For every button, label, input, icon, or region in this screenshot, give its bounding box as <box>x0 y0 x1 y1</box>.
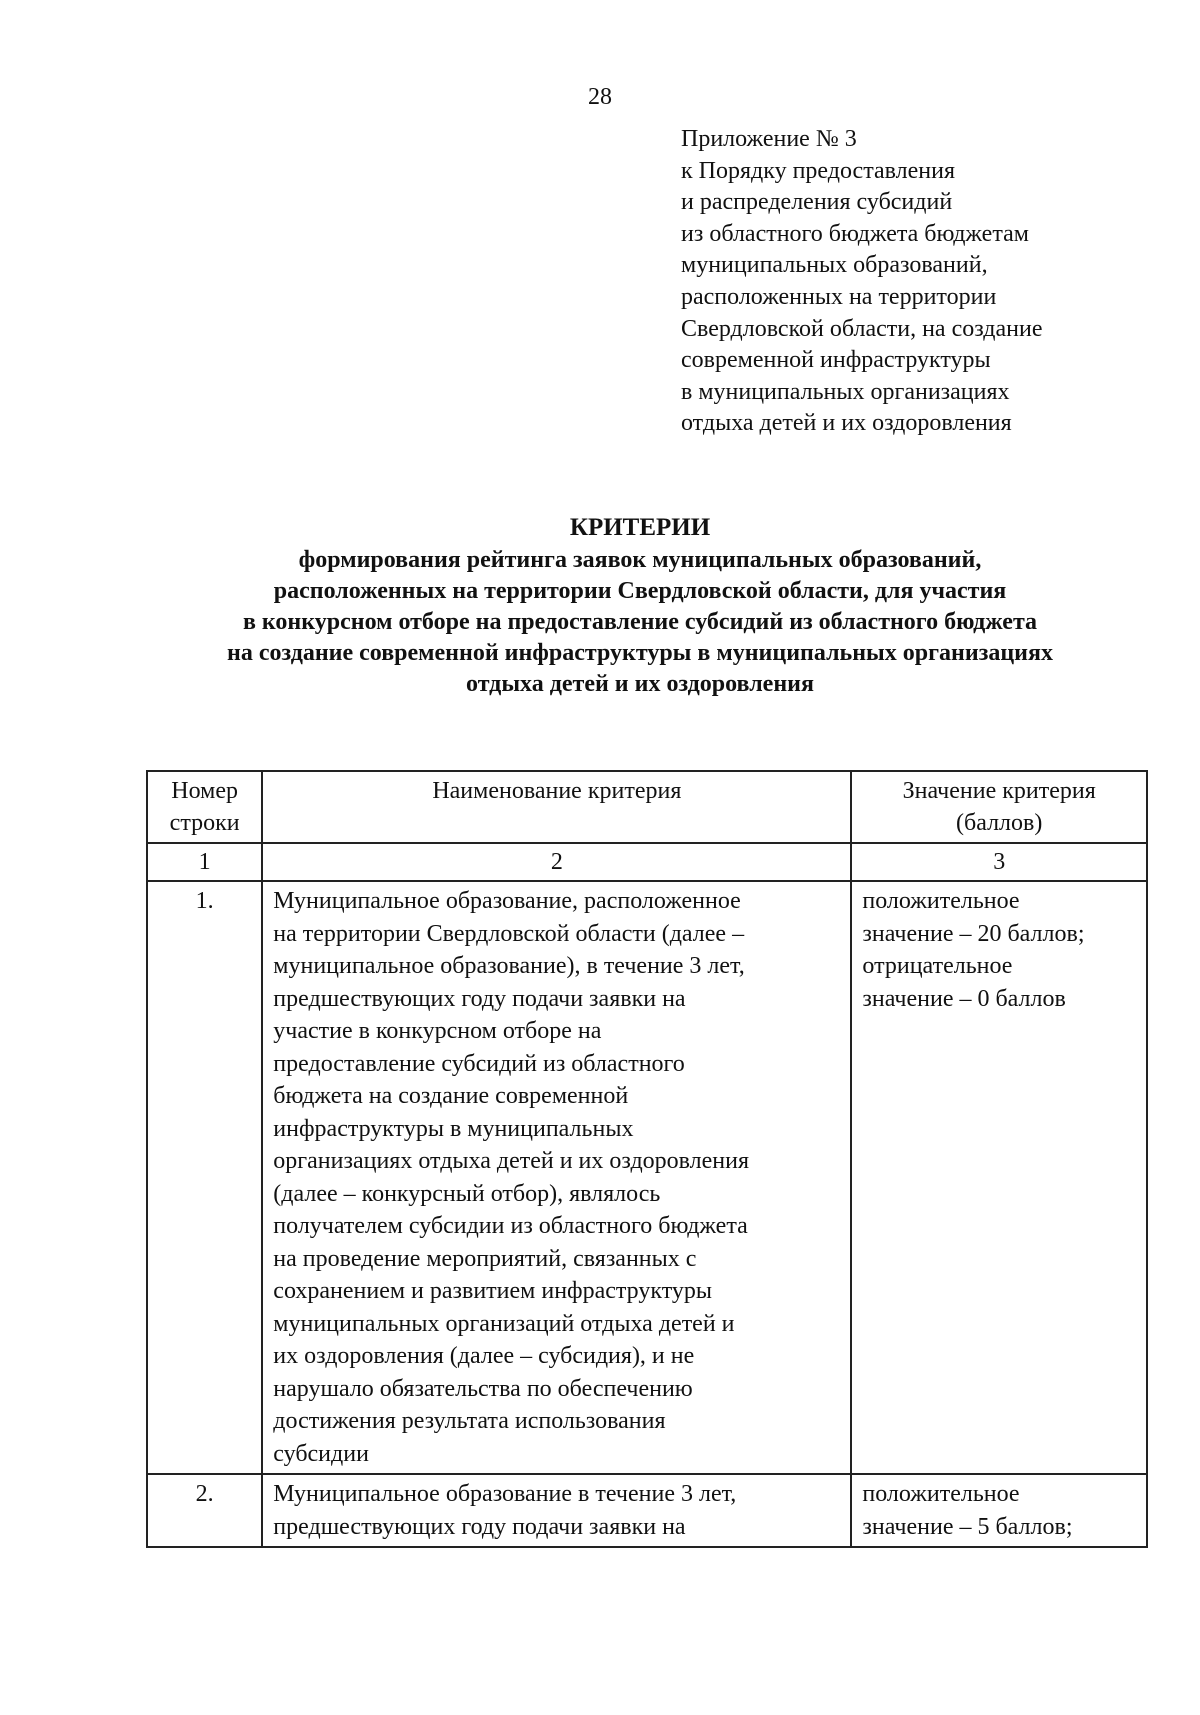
criterion-line: муниципальное образование), в течение 3 лет, <box>273 953 745 979</box>
criterion-line: достижения результата использования <box>273 1408 666 1434</box>
criterion-line: организациях отдыха детей и их оздоровления <box>273 1148 750 1174</box>
criterion-line: предоставление субсидий из областного <box>273 1050 685 1077</box>
value-line: значение – 20 баллов; <box>862 920 1085 947</box>
appendix-line: Свердловской области, на создание <box>681 315 1043 342</box>
header-text: строки <box>169 810 240 836</box>
title-subtitle-line: на создание современной инфраструктуры в муниципальных организациях <box>227 640 1053 666</box>
column-number: 3 <box>851 843 1147 881</box>
criterion-line: сохранением и развитием инфраструктуры <box>273 1278 712 1304</box>
header-text: Значение критерия <box>902 778 1096 804</box>
title-main: КРИТЕРИИ <box>569 514 711 541</box>
criterion-line: участие в конкурсном отборе на <box>273 1018 602 1044</box>
page-number: 28 <box>588 84 612 110</box>
appendix-line: расположенных на территории <box>681 283 997 310</box>
value-line: положительное <box>862 888 1020 914</box>
criteria-table <box>146 770 1148 1548</box>
criterion-line: нарушало обязательства по обеспечению <box>273 1375 693 1402</box>
criterion-line: на территории Свердловской области (далее – <box>273 920 745 947</box>
criterion-value <box>851 881 1147 1474</box>
column-numbers-row <box>147 843 1147 881</box>
appendix-note <box>681 124 1181 440</box>
title-subtitle-line: в конкурсном отборе на предоставление субсидий из областного бюджета <box>242 609 1038 635</box>
document-title <box>60 512 1200 700</box>
table-header-row <box>147 771 1147 843</box>
header-criterion-value <box>851 771 1147 843</box>
header-text: Наименование критерия <box>432 778 682 804</box>
header-criterion-name <box>262 771 851 843</box>
appendix-line: из областного бюджета бюджетам <box>681 220 1029 247</box>
header-row-number <box>147 771 262 843</box>
appendix-line: отдыха детей и их оздоровления <box>681 410 1012 437</box>
column-number: 2 <box>262 843 851 881</box>
criterion-line: (далее – конкурсный отбор), являлось <box>273 1180 661 1207</box>
header-text: (баллов) <box>956 810 1043 836</box>
row-number: 2. <box>147 1474 262 1547</box>
appendix-line: муниципальных образований, <box>681 252 988 279</box>
row-number: 1. <box>147 881 262 1474</box>
criterion-text <box>262 881 851 1474</box>
title-subtitle-line: расположенных на территории Свердловской области, для участия <box>273 578 1007 604</box>
criterion-line: муниципальных организаций отдыха детей и <box>273 1310 735 1337</box>
value-line: значение – 0 баллов <box>862 985 1066 1012</box>
appendix-line: и распределения субсидий <box>681 189 953 216</box>
appendix-line: Приложение № 3 <box>681 126 857 152</box>
criterion-line: получателем субсидии из областного бюджета <box>273 1213 748 1239</box>
appendix-line: в муниципальных организациях <box>681 378 1010 405</box>
criterion-line: Муниципальное образование, расположенное <box>273 888 741 914</box>
criterion-line: на проведение мероприятий, связанных с <box>273 1245 697 1272</box>
criterion-line: Муниципальное образование в течение 3 лет, <box>273 1481 737 1507</box>
criterion-value <box>851 1474 1147 1547</box>
header-text: Номер <box>171 778 238 804</box>
value-line: положительное <box>862 1481 1020 1507</box>
value-line: отрицательное <box>862 953 1013 979</box>
title-subtitle-line: отдыха детей и их оздоровления <box>466 671 814 697</box>
criterion-line: предшествующих году подачи заявки на <box>273 1513 686 1540</box>
criterion-line: предшествующих году подачи заявки на <box>273 985 686 1012</box>
criterion-line: их оздоровления (далее – субсидия), и не <box>273 1343 695 1369</box>
table-row <box>147 881 1147 1474</box>
criterion-line: инфраструктуры в муниципальных <box>273 1115 634 1142</box>
appendix-line: современной инфраструктуры <box>681 347 991 374</box>
column-number: 1 <box>147 843 262 881</box>
criterion-text <box>262 1474 851 1547</box>
appendix-line: к Порядку предоставления <box>681 157 956 184</box>
title-subtitle-line: формирования рейтинга заявок муниципальных образований, <box>298 547 982 573</box>
criterion-line: бюджета на создание современной <box>273 1083 629 1109</box>
value-line: значение – 5 баллов; <box>862 1513 1073 1540</box>
criterion-line: субсидии <box>273 1440 369 1467</box>
table-row <box>147 1474 1147 1547</box>
